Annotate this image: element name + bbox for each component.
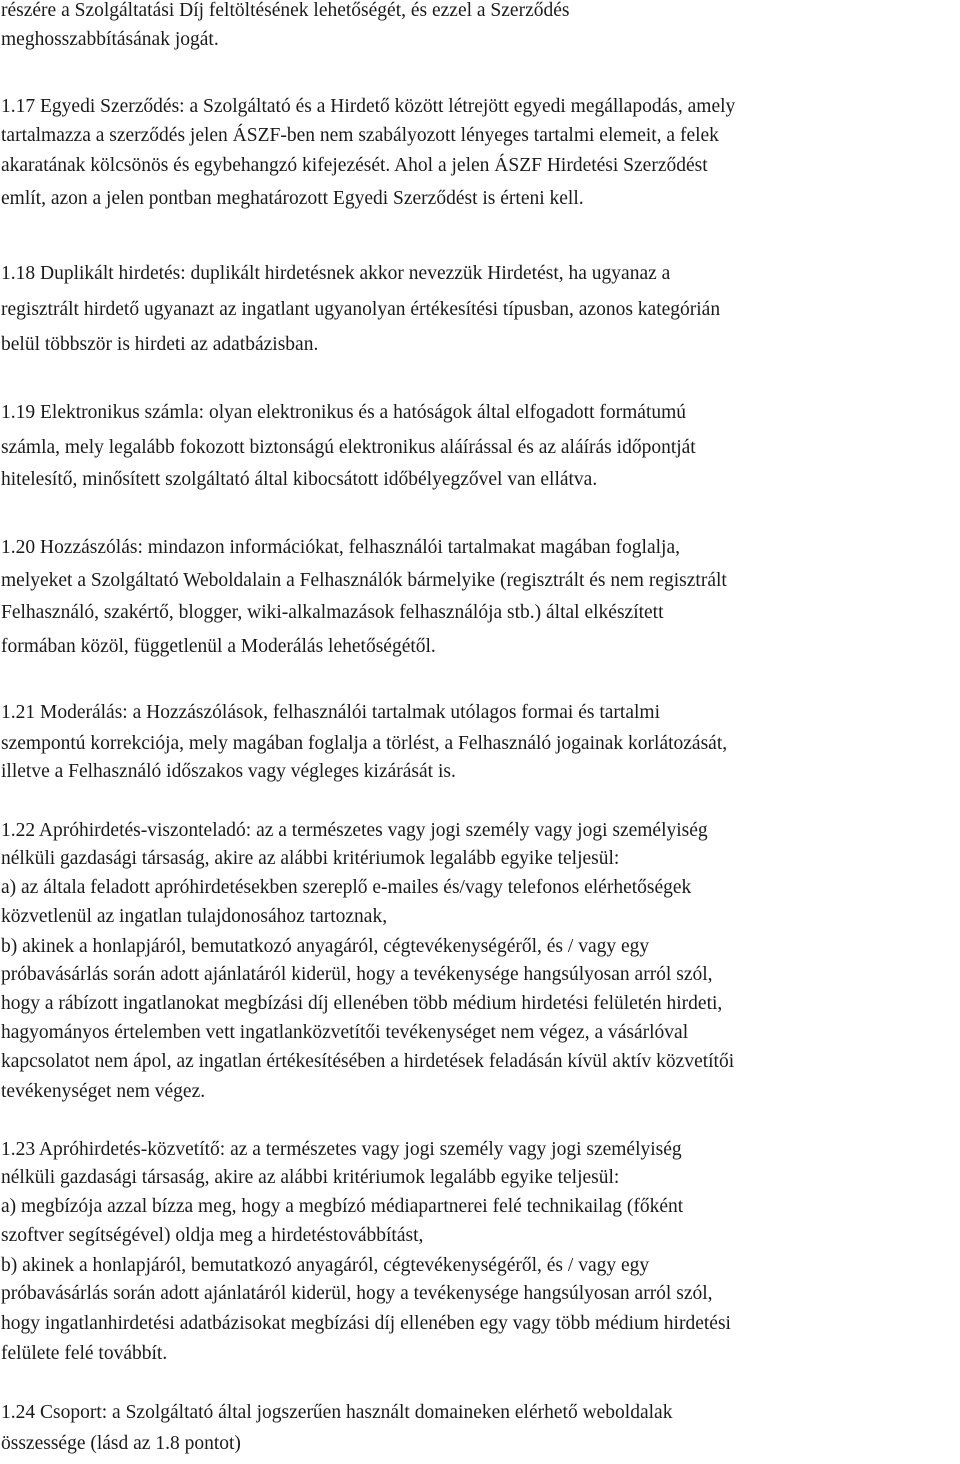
text-line: 1.18 Duplikált hirdetés: duplikált hirdetésnek akkor nevezzük Hirdetést, ha ugyanaz a bbox=[1, 263, 671, 284]
text-line: a) az általa feladott apróhirdetésekben szereplő e-mailes és/vagy telefonos elérhetőségek bbox=[1, 877, 692, 898]
text-line: számla, mely legalább fokozott biztonságú elektronikus aláírással és az aláírás időpontját bbox=[1, 437, 696, 458]
text-line: összessége (lásd az 1.8 pontot) bbox=[1, 1433, 241, 1454]
text-line: szoftver segítségével) oldja meg a hirdetéstovábbítást, bbox=[1, 1225, 424, 1246]
text-line: meghosszabbításának jogát. bbox=[1, 29, 219, 50]
text-line: részére a Szolgáltatási Díj feltöltésének lehetőségét, és ezzel a Szerződés bbox=[1, 0, 570, 21]
text-line: regisztrált hirdető ugyanazt az ingatlant ugyanolyan értékesítési típusban, azonos kategórián bbox=[1, 299, 721, 320]
text-line: szempontú korrekciója, mely magában foglalja a törlést, a Felhasználó jogainak korlátozását, bbox=[1, 733, 728, 754]
text-line: b) akinek a honlapjáról, bemutatkozó anyagáról, cégtevékenységéről, és / vagy egy bbox=[1, 1255, 650, 1276]
text-line: 1.19 Elektronikus számla: olyan elektronikus és a hatóságok által elfogadott formátumú bbox=[1, 402, 687, 423]
text-line: formában közöl, függetlenül a Moderálás lehetőségétől. bbox=[1, 636, 436, 657]
text-line: 1.17 Egyedi Szerződés: a Szolgáltató és a Hirdető között létrejött egyedi megállapodás, amely bbox=[1, 96, 736, 117]
text-line: 1.22 Apróhirdetés-viszonteladó: az a természetes vagy jogi személy vagy jogi személyiség bbox=[1, 820, 708, 841]
text-line: illetve a Felhasználó időszakos vagy végleges kizárását is. bbox=[1, 761, 456, 782]
text-line: tartalmazza a szerződés jelen ÁSZF-ben nem szabályozott lényeges tartalmi elemeit, a felek bbox=[1, 125, 719, 146]
text-line: 1.23 Apróhirdetés-közvetítő: az a természetes vagy jogi személy vagy jogi személyiség bbox=[1, 1139, 682, 1160]
text-line: 1.21 Moderálás: a Hozzászólások, felhasználói tartalmak utólagos formai és tartalmi bbox=[1, 702, 660, 723]
text-line: belül többször is hirdeti az adatbázisban. bbox=[1, 334, 319, 355]
text-line: közvetlenül az ingatlan tulajdonosához tartoznak, bbox=[1, 906, 388, 927]
text-line: felülete felé továbbít. bbox=[1, 1343, 168, 1364]
text-line: hogy ingatlanhirdetési adatbázisokat megbízási díj ellenében egy vagy több médium hirdetési bbox=[1, 1313, 731, 1334]
text-line: b) akinek a honlapjáról, bemutatkozó anyagáról, cégtevékenységéről, és / vagy egy bbox=[1, 936, 650, 957]
text-line: nélküli gazdasági társaság, akire az alábbi kritériumok legalább egyike teljesül: bbox=[1, 848, 620, 869]
text-line: említ, azon a jelen pontban meghatározott Egyedi Szerződést is érteni kell. bbox=[1, 188, 584, 209]
text-line: hitelesítő, minősített szolgáltató által kibocsátott időbélyegzővel van ellátva. bbox=[1, 469, 598, 490]
text-line: melyeket a Szolgáltató Weboldalain a Felhasználók bármelyike (regisztrált és nem regisztrált bbox=[1, 570, 727, 591]
text-line: 1.20 Hozzászólás: mindazon információkat, felhasználói tartalmakat magában foglalja, bbox=[1, 537, 680, 558]
text-line: próbavásárlás során adott ajánlatáról kiderül, hogy a tevékenysége hangsúlyosan arról szól, bbox=[1, 1283, 713, 1304]
text-line: a) megbízója azzal bízza meg, hogy a megbízó médiapartnerei felé technikailag (főként bbox=[1, 1196, 684, 1217]
text-line: kapcsolatot nem ápol, az ingatlan értékesítésében a hirdetések feladásán kívül aktív közvetítői bbox=[1, 1051, 735, 1072]
text-line: hogy a rábízott ingatlanokat megbízási díj ellenében több médium hirdetési felületén hirdeti, bbox=[1, 993, 723, 1014]
text-line: próbavásárlás során adott ajánlatáról kiderül, hogy a tevékenysége hangsúlyosan arról szól, bbox=[1, 964, 713, 985]
text-line: Felhasználó, szakértő, blogger, wiki-alkalmazások felhasználója stb.) által elkészített bbox=[1, 602, 664, 623]
text-line: akaratának kölcsönös és egybehangzó kifejezését. Ahol a jelen ÁSZF Hirdetési Szerződést bbox=[1, 155, 708, 176]
text-line: nélküli gazdasági társaság, akire az alábbi kritériumok legalább egyike teljesül: bbox=[1, 1167, 620, 1188]
text-line: 1.24 Csoport: a Szolgáltató által jogszerűen használt domaineken elérhető weboldalak bbox=[1, 1402, 673, 1423]
text-line: hagyományos értelemben vett ingatlanközvetítői tevékenységet nem végez, a vásárlóval bbox=[1, 1022, 689, 1043]
text-line: tevékenységet nem végez. bbox=[1, 1081, 206, 1102]
